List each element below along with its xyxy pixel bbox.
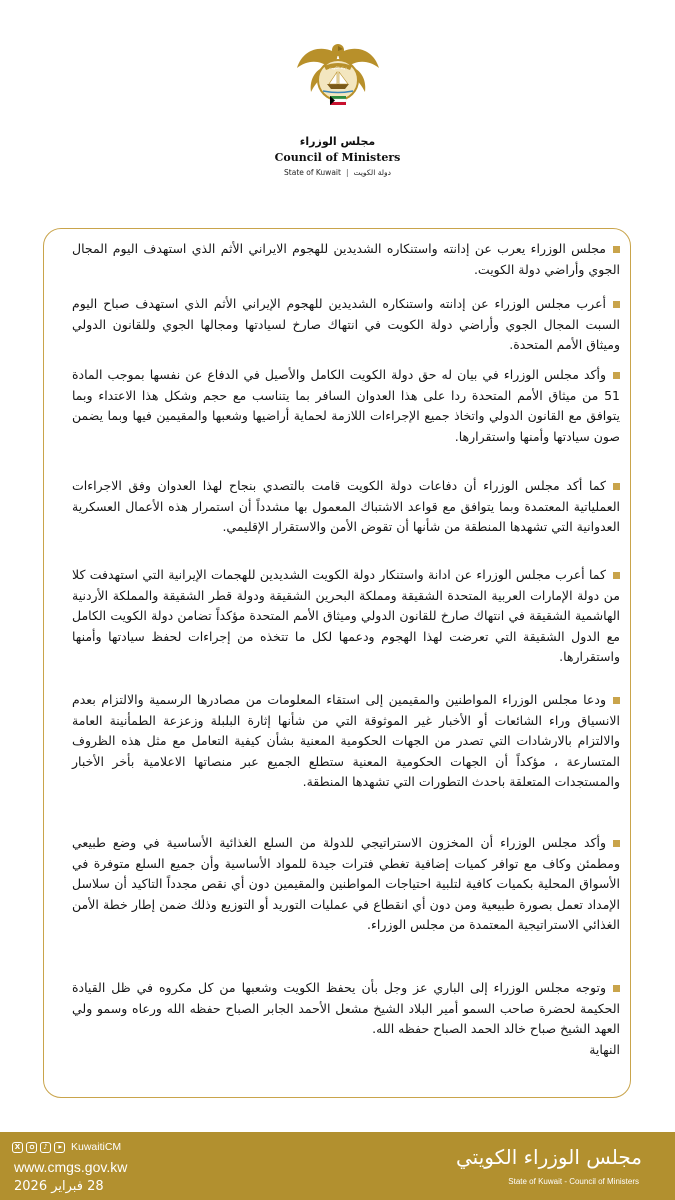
statement-paragraph: وأكد مجلس الوزراء في بيان له حق دولة الكويت الكامل والأصيل في الدفاع عن نفسها بموجب المادة 51 من ميثاق الأمم المتحدة ردا على هذا العدوان السافر بما يتناسب مع حجم وشكل هذا الاعتداء وبما يتوافق مع القانون الدولي واتخاذ جميع الإجراءات اللازمة لحماية أراضيها وشعبها والمقيمين فيها وبما يضمن صون سيادتها وأمنها واستقرارها. [72,367,620,444]
youtube-icon[interactable] [54,1142,65,1153]
header-state-en: State of Kuwait [284,168,341,177]
bullet-icon [613,985,620,992]
header-subtitle [0,168,675,177]
footer-bar [0,1132,675,1200]
bullet-icon [613,572,620,579]
bullet-icon [613,697,620,704]
statement-paragraph: كما أعرب مجلس الوزراء عن ادانة واستنكار دولة الكويت الشديدين للهجمات الإيرانية التي استهدفت كلا من دولة الإمارات العربية المتحدة الشقيقة ومملكة البحرين الشقيقة ودولة قطر الشقيقة والمملكة الأردنية الهاشمية الشقيقة في انتهاك صارخ للقانون الدولي وميثاق الأمم المتحدة مؤكداً تضامن دولة الكويت الكامل مع الدول الشقيقة التي تعرضت لهذا الهجوم ودعمها لكل ما تتخذه من إجراءات لحفظ سيادتها وأمنها واستقرارها. [72,567,620,664]
statement-paragraph: أعرب مجلس الوزراء عن إدانته واستنكاره الشديدين للهجوم الإيراني الأثم الذي استهدف صباح اليوم السبت المجال الجوي وأراضي دولة الكويت في انتهاك صارخ لسيادتها ومجالها الجوي وللقانون الدولي وميثاق الأمم المتحدة. [72,296,620,352]
social-links [12,1140,121,1154]
bullet-icon [613,372,620,379]
x-icon[interactable]: X [12,1142,23,1153]
emblem-banner-text: دولة الكويت [329,66,347,70]
statement-paragraph: وأكد مجلس الوزراء أن المخزون الاستراتيجي للدولة من السلع الغذائية الأساسية في وضع طبيعي ومطمئن وكاف مع توافر كميات إضافية تغطي فترات جيدة للمواد الأساسية وأن جميع السلع متوفرة في الأسواق المحلية بكميات كافية لتلبية احتياجات المواطنين والمقيمين دون أي نقص مجدداً التاكيد أن سلاسل الإمداد تعمل بصورة طبيعية ومن دون أي انقطاع في عمليات التوريد أو التوزيع وذلك ضمن إطار خطة الأمن الغذائي الاستراتيجية المعتمدة من مجلس الوزراء. [72,835,620,932]
bullet-icon [613,301,620,308]
header-separator: | [345,168,349,177]
header-english-title: Council of Ministers [274,151,401,164]
header-state-ar: دولة الكويت [353,168,391,177]
closing-text: النهاية [589,1041,620,1057]
bullet-icon [613,246,620,253]
kuwait-emblem-icon [293,34,383,124]
tiktok-icon[interactable]: ♪ [40,1142,51,1153]
statement-paragraph: مجلس الوزراء يعرب عن إدانته واستنكاره الشديدين للهجوم الايراني الأثم الذي استهدف اليوم المجال الجوي وأراضي دولة الكويت. [72,241,620,277]
instagram-icon[interactable] [26,1142,37,1153]
footer-org-subtitle: State of Kuwait - Council of Ministers [508,1177,639,1186]
statement-paragraph: كما أكد مجلس الوزراء أن دفاعات دولة الكويت قامت بالتصدي بنجاح لهذا العدوان وفق الاجراءات العملياتية المعتمدة وبما يتوافق مع قواعد الاشتباك المعمول بها مشدداً أن استمرار هذه الأعمال العسكرية العدوانية التي تشهدها المنطقة من شأنها أن تقوض الأمن والاستقرار الإقليمي. [72,478,620,534]
statement-date: 28 فبراير 2026 [14,1179,104,1194]
bullet-icon [613,483,620,490]
header-arabic-title: مجلس الوزراء [299,135,376,148]
social-handle[interactable]: KuwaitiCM [71,1141,122,1153]
footer-org-name: مجلس الوزراء الكويتي [455,1145,642,1169]
website-link[interactable]: www.cmgs.gov.kw [14,1159,128,1175]
statement-paragraph: ودعا مجلس الوزراء المواطنين والمقيمين إلى استقاء المعلومات من مصادرها الرسمية والالتزام بعدم الانسياق وراء الشائعات أو الأخبار غير الموثوقة التي من شأنها إثارة البلبلة وزعزعة الطمأنينة العامة والالتزام بالارشادات التي تصدر من الجهات الحكومية المعنية بشأن كيفية التعامل مع مثل هذه الظروف المتسارعة ، مؤكداً أن الجهات الحكومية المعنية ستطلع الجميع عبر منصاتها الاعلامية بأخر الأخبار والمستجدات المتعلقة باحدث التطورات التي تشهدها المنطقة. [72,692,620,789]
bullet-icon [613,840,620,847]
statement-paragraph: وتوجه مجلس الوزراء إلى الباري عز وجل بأن يحفظ الكويت وشعبها من كل مكروه في ظل القيادة الحكيمة لحضرة صاحب السمو أمير البلاد الشيخ مشعل الأحمد الجابر الصباح حفظه الله ورعاه وسمو ولي العهد الشيخ صباح خالد الحمد الصباح حفظه الله. النهاية [72,980,620,1057]
